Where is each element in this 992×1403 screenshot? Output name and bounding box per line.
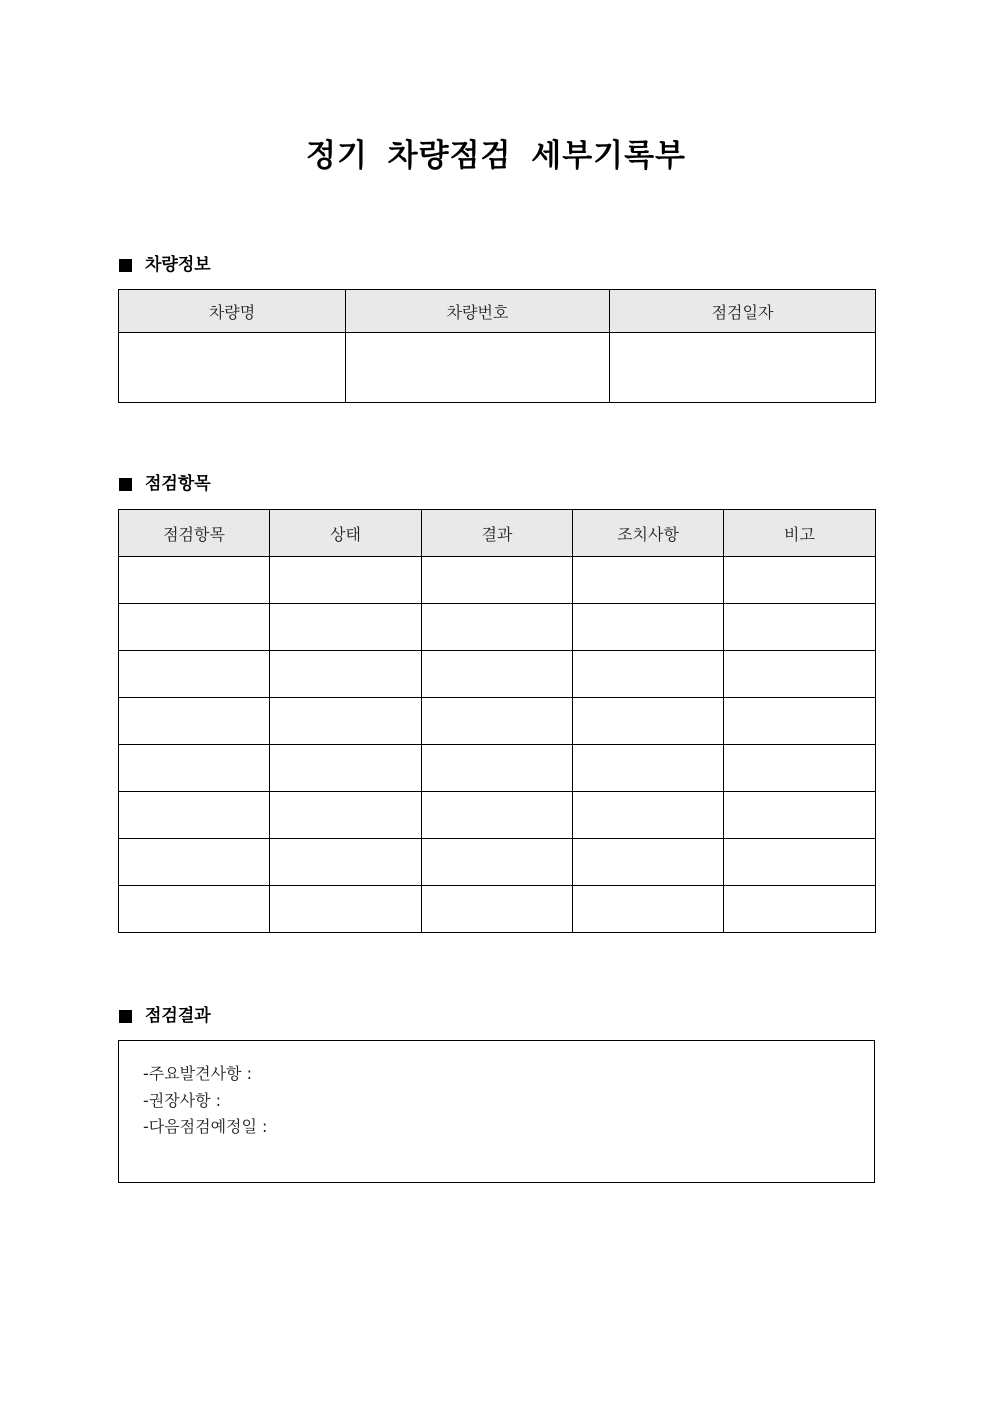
remarks-cell[interactable]: [724, 557, 876, 604]
column-header-inspection-date: 점검일자: [610, 290, 876, 333]
result-cell[interactable]: [422, 651, 573, 698]
inspection-items-table: [118, 509, 876, 933]
table-row: [119, 839, 876, 886]
result-cell[interactable]: [422, 792, 573, 839]
column-header-vehicle-number: 차량번호: [346, 290, 610, 333]
section-heading-label: 점검결과: [145, 1006, 211, 1026]
vehicle-info-table: [118, 289, 876, 403]
section-heading-inspection-result: [119, 1004, 211, 1028]
item-cell[interactable]: [119, 604, 270, 651]
remarks-cell[interactable]: [724, 886, 876, 933]
table-row: [119, 604, 876, 651]
column-header-status: 상태: [270, 510, 422, 557]
square-bullet-icon: [119, 259, 132, 272]
status-cell[interactable]: [270, 604, 422, 651]
section-heading-inspection-items: [119, 472, 211, 496]
action-cell[interactable]: [573, 698, 724, 745]
table-row: [119, 651, 876, 698]
inspection-date-cell[interactable]: [610, 333, 876, 403]
recommendations-line: -권장사항 :: [143, 1090, 222, 1110]
action-cell[interactable]: [573, 792, 724, 839]
status-cell[interactable]: [270, 839, 422, 886]
remarks-cell[interactable]: [724, 839, 876, 886]
item-cell[interactable]: [119, 698, 270, 745]
status-cell[interactable]: [270, 698, 422, 745]
result-cell[interactable]: [422, 745, 573, 792]
action-cell[interactable]: [573, 604, 724, 651]
remarks-cell[interactable]: [724, 651, 876, 698]
column-header-result: 결과: [422, 510, 573, 557]
column-header-remarks: 비고: [724, 510, 876, 557]
status-cell[interactable]: [270, 792, 422, 839]
action-cell[interactable]: [573, 745, 724, 792]
item-cell[interactable]: [119, 886, 270, 933]
section-heading-label: 차량정보: [145, 255, 211, 275]
status-cell[interactable]: [270, 557, 422, 604]
column-header-action: 조치사항: [573, 510, 724, 557]
result-cell[interactable]: [422, 604, 573, 651]
section-heading-label: 점검항목: [145, 474, 211, 494]
vehicle-name-cell[interactable]: [119, 333, 346, 403]
result-cell[interactable]: [422, 839, 573, 886]
action-cell[interactable]: [573, 886, 724, 933]
inspection-result-box[interactable]: [118, 1040, 875, 1183]
table-header-row: [119, 510, 876, 557]
item-cell[interactable]: [119, 557, 270, 604]
result-cell[interactable]: [422, 886, 573, 933]
column-header-vehicle-name: 차량명: [119, 290, 346, 333]
vehicle-number-cell[interactable]: [346, 333, 610, 403]
remarks-cell[interactable]: [724, 792, 876, 839]
table-row: [119, 333, 876, 403]
status-cell[interactable]: [270, 745, 422, 792]
section-heading-vehicle-info: [119, 253, 211, 277]
document-title: 정기 차량점검 세부기록부: [306, 138, 686, 174]
table-row: [119, 886, 876, 933]
main-findings-line: -주요발견사항 :: [143, 1064, 252, 1083]
item-cell[interactable]: [119, 745, 270, 792]
item-cell[interactable]: [119, 651, 270, 698]
table-row: [119, 745, 876, 792]
action-cell[interactable]: [573, 557, 724, 604]
square-bullet-icon: [119, 478, 132, 491]
table-header-row: [119, 290, 876, 333]
result-cell[interactable]: [422, 698, 573, 745]
table-row: [119, 557, 876, 604]
column-header-item: 점검항목: [119, 510, 270, 557]
action-cell[interactable]: [573, 651, 724, 698]
remarks-cell[interactable]: [724, 604, 876, 651]
status-cell[interactable]: [270, 651, 422, 698]
remarks-cell[interactable]: [724, 745, 876, 792]
item-cell[interactable]: [119, 792, 270, 839]
action-cell[interactable]: [573, 839, 724, 886]
status-cell[interactable]: [270, 886, 422, 933]
table-row: [119, 792, 876, 839]
table-row: [119, 698, 876, 745]
square-bullet-icon: [119, 1010, 132, 1023]
remarks-cell[interactable]: [724, 698, 876, 745]
result-lines: [143, 1061, 267, 1141]
result-cell[interactable]: [422, 557, 573, 604]
next-inspection-date-line: -다음점검예정일 :: [143, 1117, 268, 1136]
item-cell[interactable]: [119, 839, 270, 886]
